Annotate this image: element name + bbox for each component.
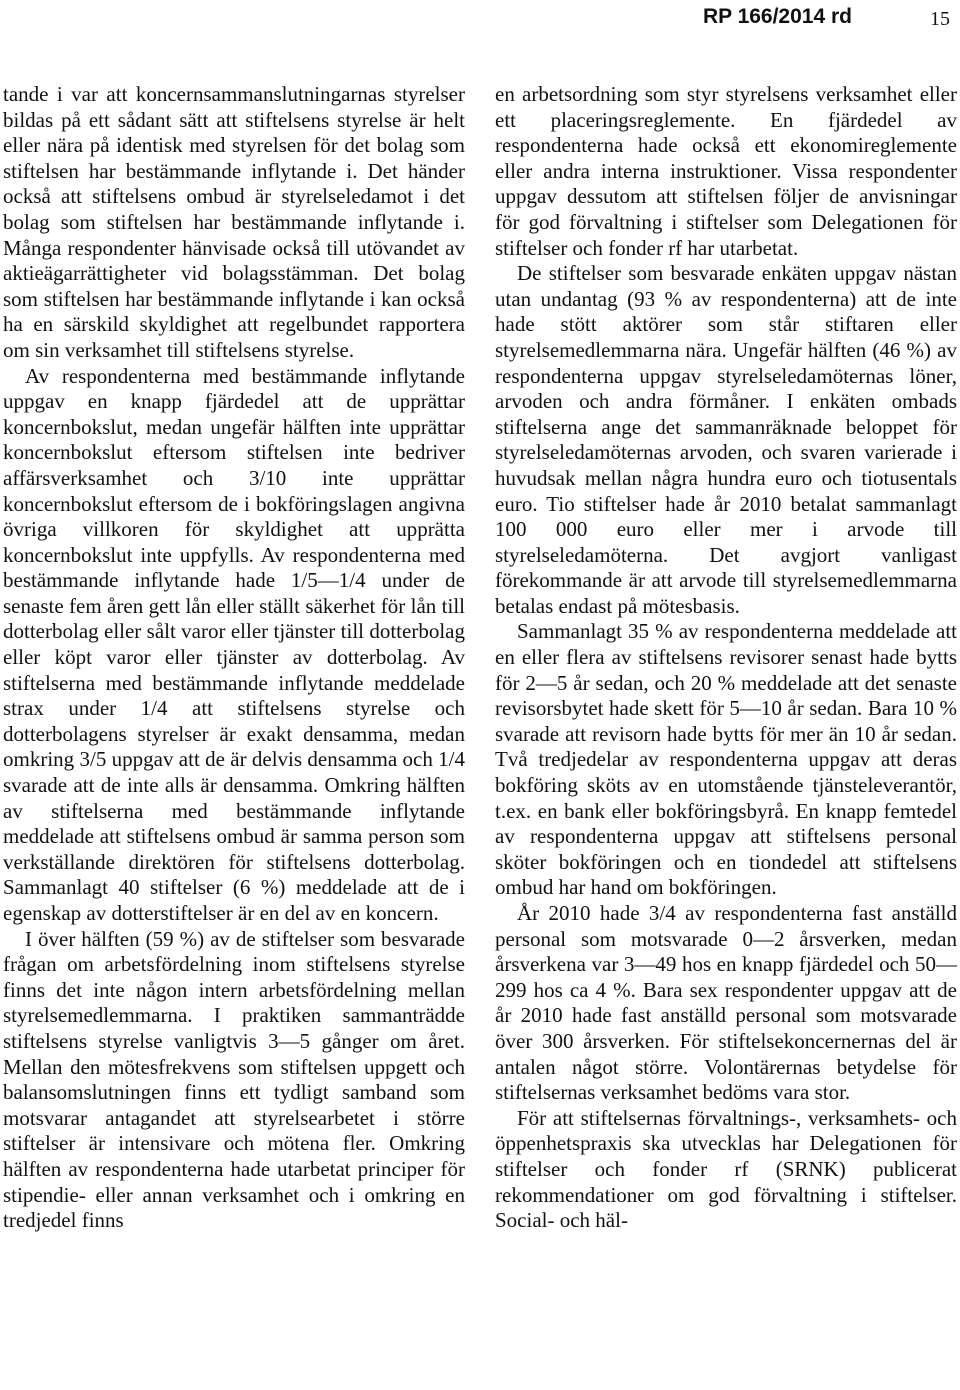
- paragraph: År 2010 hade 3/4 av respondenterna fast anställd personal som motsvarade 0—2 årsverken, medan årsverkena var 3—49 hos en knapp fjärdedel och 50—299 hos ca 4 %. Bara sex respondenter uppgav att de år 2010 hade fast anställd personal som motsvarade över 300 årsverken. För stiftelsekoncernernas del är antalen något större. Volontärernas betydelse för stiftelsernas verksamhet bedöms vara stor.: [495, 901, 957, 1105]
- paragraph: Av respondenterna med bestämmande inflytande uppgav en knapp fjärdedel att de upprättar koncernbokslut, medan ungefär hälften inte upprättar koncernbokslut eftersom stiftelsen inte bedriver affärsverksamhet och 3/10 inte upprättar koncernbokslut eftersom de i bokföringslagen angivna övriga villkoren för skyldighet att upprätta koncernbokslut inte uppfylls. Av respondenterna med bestämmande inflytande hade 1/5—1/4 under de senaste fem åren gett lån eller ställt säkerhet för lån till dotterbolag eller sålt varor eller tjänster till dotterbolag eller köpt varor eller tjänster av dotterbolag. Av stiftelserna med bestämmande inflytande meddelade strax under 1/4 att stiftelsens styrelse och dotterbolagens styrelser är exakt densamma, medan omkring 3/5 uppgav att de är delvis densamma och 1/4 svarade att de inte alls är densamma. Omkring hälften av stiftelserna med bestämmande inflytande meddelade att stiftelsens ombud är samma person som verkställande direktören för stiftelsens dotterbolag. Sammanlagt 40 stiftelser (6 %) meddelade att de i egenskap av dotterstiftelser är en del av en koncern.: [3, 363, 465, 925]
- left-column: [3, 82, 465, 1234]
- page-header: [0, 4, 960, 30]
- paragraph: en arbetsordning som styr styrelsens verksamhet eller ett placeringsreglemente. En fjärdedel av respondenterna hade också ett ekonomireglemente eller andra interna instruktioner. Vissa respondenter uppgav dessutom att stiftelsen följer de anvisningar för god förvaltning i stiftelser som Delegationen för stiftelser och fonder rf har utarbetat.: [495, 82, 957, 260]
- paragraph: De stiftelser som besvarade enkäten uppgav nästan utan undantag (93 % av respondenterna) att de inte hade stött aktörer som står stiftaren eller styrelsemedlemmarna nära. Ungefär hälften (46 %) av respondenterna uppgav styrelseledamöternas löner, arvoden och andra förmåner. I enkäten ombads stiftelserna ange det sammanräknade beloppet för styrelseledamöternas arvoden, och svaren varierade i huvudsak mellan några hundra euro och tiotusentals euro. Tio stiftelser hade år 2010 betalat sammanlagt 100 000 euro eller mer i arvode till styrelseledamöterna. Det avgjort vanligast förekommande är att arvode till styrelsemedlemmarna betalas endast på mötesbasis.: [495, 261, 957, 618]
- paragraph: tande i var att koncernsammanslutningarnas styrelser bildas på ett sådant sätt att stiftelsens styrelse är helt eller nära på identisk med styrelsen för det bolag som stiftelsen har bestämmande inflytande i. Det händer också att stiftelsens ombud är styrelseledamot i det bolag som stiftelsen har bestämmande inflytande i. Många respondenter hänvisade också till utövandet av aktieägarrättigheter vid bolagsstämman. Det bolag som stiftelsen har bestämmande inflytande i kan också ha en särskild skyldighet att regelbundet rapportera om sin verksamhet till stiftelsens styrelse.: [3, 82, 465, 362]
- paragraph: Sammanlagt 35 % av respondenterna meddelade att en eller flera av stiftelsens revisorer senast hade bytts för 2—5 år sedan, och 20 % meddelade att det senaste revisorsbytet hade skett för 5—10 år sedan. Bara 10 % svarade att revisorn hade bytts för mer än 10 år sedan. Två tredjedelar av respondenterna uppgav att deras bokföring sköts av en utomstående tjänsteleverantör, t.ex. en bank eller bokföringsbyrå. En knapp femtedel av respondenterna uppgav att stiftelsens personal sköter bokföringen och en tiondedel att stiftelsens ombud har hand om bokföringen.: [495, 619, 957, 900]
- document-id: RP 166/2014 rd: [702, 5, 852, 28]
- paragraph: För att stiftelsernas förvaltnings-, verksamhets- och öppenhetspraxis ska utvecklas har Delegationen för stiftelser och fonder rf (SRNK) publicerat rekommendationer om god förvaltning i stiftelser. Social- och häl-: [495, 1105, 957, 1233]
- paragraph: I över hälften (59 %) av de stiftelser som besvarade frågan om arbetsfördelning inom stiftelsens styrelse finns det inte någon intern arbetsfördelning mellan styrelsemedlemmarna. I praktiken sammanträdde stiftelsens styrelse vanligtvis 3—5 gånger om året. Mellan den mötesfrekvens som stiftelsen uppgett och balansomslutningen finns ett tydligt samband som motsvarar antagandet att styrelsearbetet i större stiftelser är intensivare och mötena fler. Omkring hälften av respondenterna hade utarbetat principer för stipendie- eller annan verksamhet och i omkring en tredjedel finns: [3, 926, 465, 1233]
- right-column: [495, 82, 957, 1234]
- page-number: 15: [930, 8, 950, 30]
